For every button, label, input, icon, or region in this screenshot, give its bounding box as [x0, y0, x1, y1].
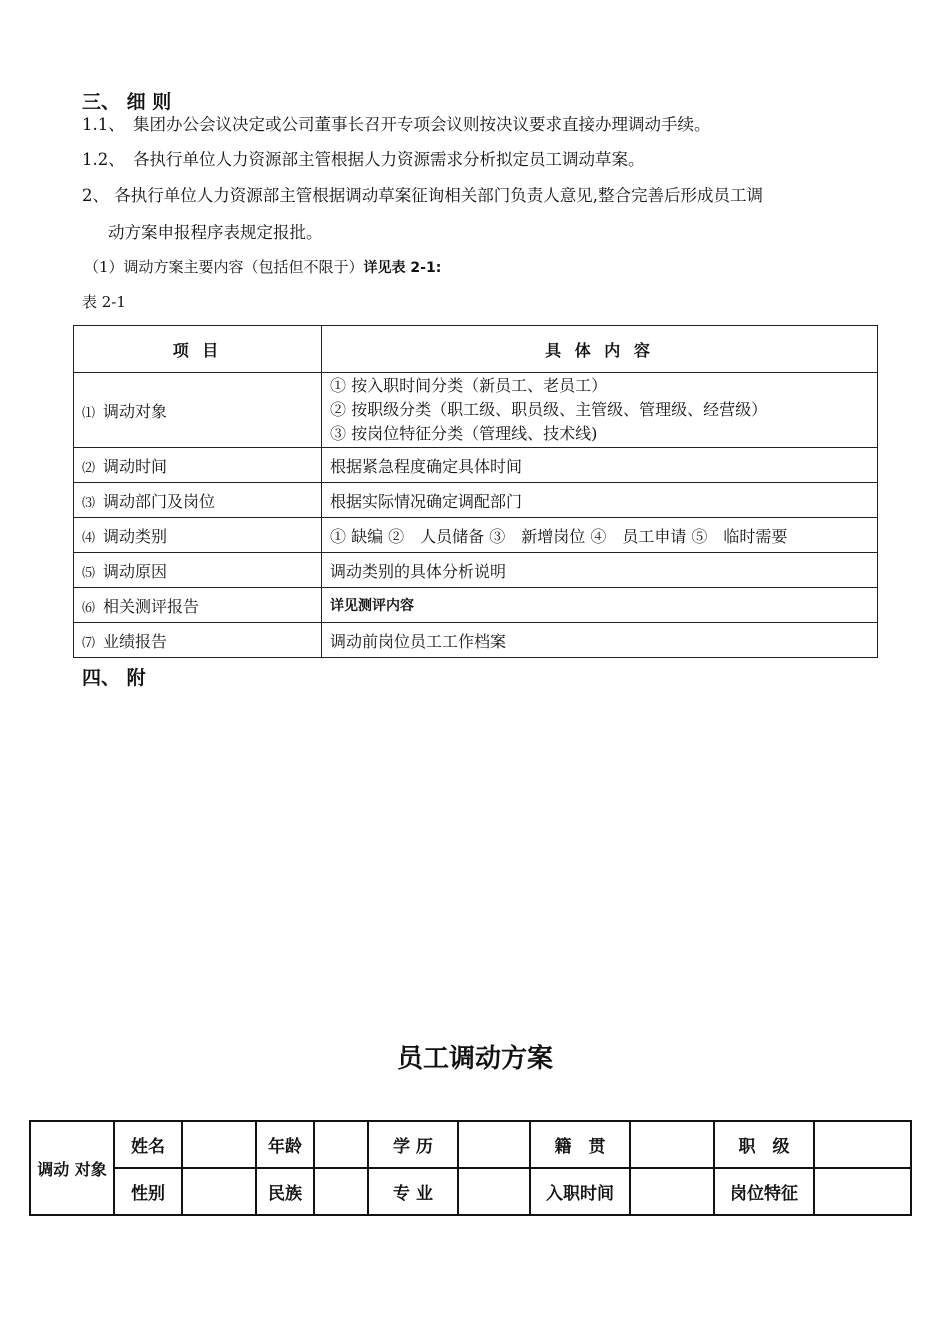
form-field-native-place[interactable] [630, 1121, 714, 1168]
form-field-position-type[interactable] [814, 1168, 911, 1215]
content-line: ① 按入职时间分类（新员工、老员工） [330, 376, 608, 395]
form-field-gender[interactable] [182, 1168, 256, 1215]
form-field-major[interactable] [458, 1168, 530, 1215]
row-item-cell [74, 483, 322, 518]
content-line: ③ 按岗位特征分类（管理线、技术线) [330, 424, 598, 443]
row-content: 根据实际情况确定调配部门 [322, 483, 878, 518]
row-number: ⑵ [82, 460, 96, 476]
paragraph-2-line2: 动方案申报程序表规定报批。 [108, 223, 323, 242]
row-item-cell [74, 518, 322, 553]
row-number: ⑸ [82, 565, 96, 581]
row-number: ⑶ [82, 495, 96, 511]
header-item: 项 目 [74, 326, 322, 373]
row-item-cell [74, 588, 322, 623]
form-subject-label: 调动 对象 [30, 1121, 114, 1215]
table-row [74, 623, 878, 658]
table-row [74, 518, 878, 553]
form-label-rank: 职 级 [714, 1121, 814, 1168]
section-heading-details: 三、 细 则 [82, 91, 172, 113]
form-label-ethnicity: 民族 [256, 1168, 314, 1215]
table-caption: 表 2-1 [82, 293, 126, 311]
form-field-ethnicity[interactable] [314, 1168, 368, 1215]
row-item: 调动对象 [103, 401, 168, 421]
form-title: 员工调动方案 [396, 1044, 553, 1074]
form-label-major: 专 业 [368, 1168, 458, 1215]
section-heading-appendix: 四、 附 [82, 667, 146, 689]
form-label-position-type: 岗位特征 [714, 1168, 814, 1215]
table-row [74, 373, 878, 448]
form-field-name[interactable] [182, 1121, 256, 1168]
form-row [30, 1168, 911, 1215]
table-row [74, 448, 878, 483]
table-header-row [74, 326, 878, 373]
table-row [74, 483, 878, 518]
table-row [74, 553, 878, 588]
row-content: ① 缺编 ② 人员储备 ③ 新增岗位 ④ 员工申请 ⑤ 临时需要 [322, 518, 878, 553]
form-label-age: 年龄 [256, 1121, 314, 1168]
row-number: ⑺ [82, 635, 96, 651]
row-item: 调动类别 [103, 526, 168, 546]
content-line: ② 按职级分类（职工级、职员级、主管级、管理级、经营级） [330, 400, 768, 419]
row-item: 相关测评报告 [103, 596, 200, 616]
form-label-hire-date: 入职时间 [530, 1168, 630, 1215]
paragraph-2-line1: 2、 各执行单位人力资源部主管根据调动草案征询相关部门负责人意见,整合完善后形成员工调 [82, 186, 763, 205]
form-field-hire-date[interactable] [630, 1168, 714, 1215]
row-item-cell [74, 373, 322, 448]
table-row [74, 588, 878, 623]
paragraph-1-2: 1.2、 各执行单位人力资源部主管根据人力资源需求分析拟定员工调动草案。 [82, 150, 645, 169]
form-label-native-place: 籍 贯 [530, 1121, 630, 1168]
form-field-rank[interactable] [814, 1121, 911, 1168]
row-number: ⑴ [82, 405, 96, 421]
content-intro-text: （1）调动方案主要内容（包括但不限于） [84, 258, 364, 276]
row-number: ⑹ [82, 600, 96, 616]
header-content: 具 体 内 容 [322, 326, 878, 373]
form-label-education: 学 历 [368, 1121, 458, 1168]
row-item: 业绩报告 [103, 631, 168, 651]
row-content: 调动前岗位员工工作档案 [322, 623, 878, 658]
row-content: 调动类别的具体分析说明 [322, 553, 878, 588]
row-item: 调动原因 [103, 561, 168, 581]
row-content: 根据紧急程度确定具体时间 [322, 448, 878, 483]
form-label-name: 姓名 [114, 1121, 182, 1168]
paragraph-1-1: 1.1、 集团办公会议决定或公司董事长召开专项会议则按决议要求直接办理调动手续。 [82, 115, 711, 134]
form-row [30, 1121, 911, 1168]
row-number: ⑷ [82, 530, 96, 546]
row-item: 调动时间 [103, 456, 168, 476]
paragraph-content-intro [84, 256, 441, 279]
transfer-plan-form [29, 1120, 912, 1216]
transfer-content-table [73, 325, 878, 658]
row-item-cell [74, 448, 322, 483]
row-item: 调动部门及岗位 [103, 491, 216, 511]
row-item-cell [74, 623, 322, 658]
row-item-cell [74, 553, 322, 588]
form-field-age[interactable] [314, 1121, 368, 1168]
row-content-cell [322, 373, 878, 448]
form-label-gender: 性别 [114, 1168, 182, 1215]
form-field-education[interactable] [458, 1121, 530, 1168]
row-content: 详见测评内容 [322, 588, 878, 623]
content-intro-ref: 详见表 2-1: [363, 260, 442, 276]
